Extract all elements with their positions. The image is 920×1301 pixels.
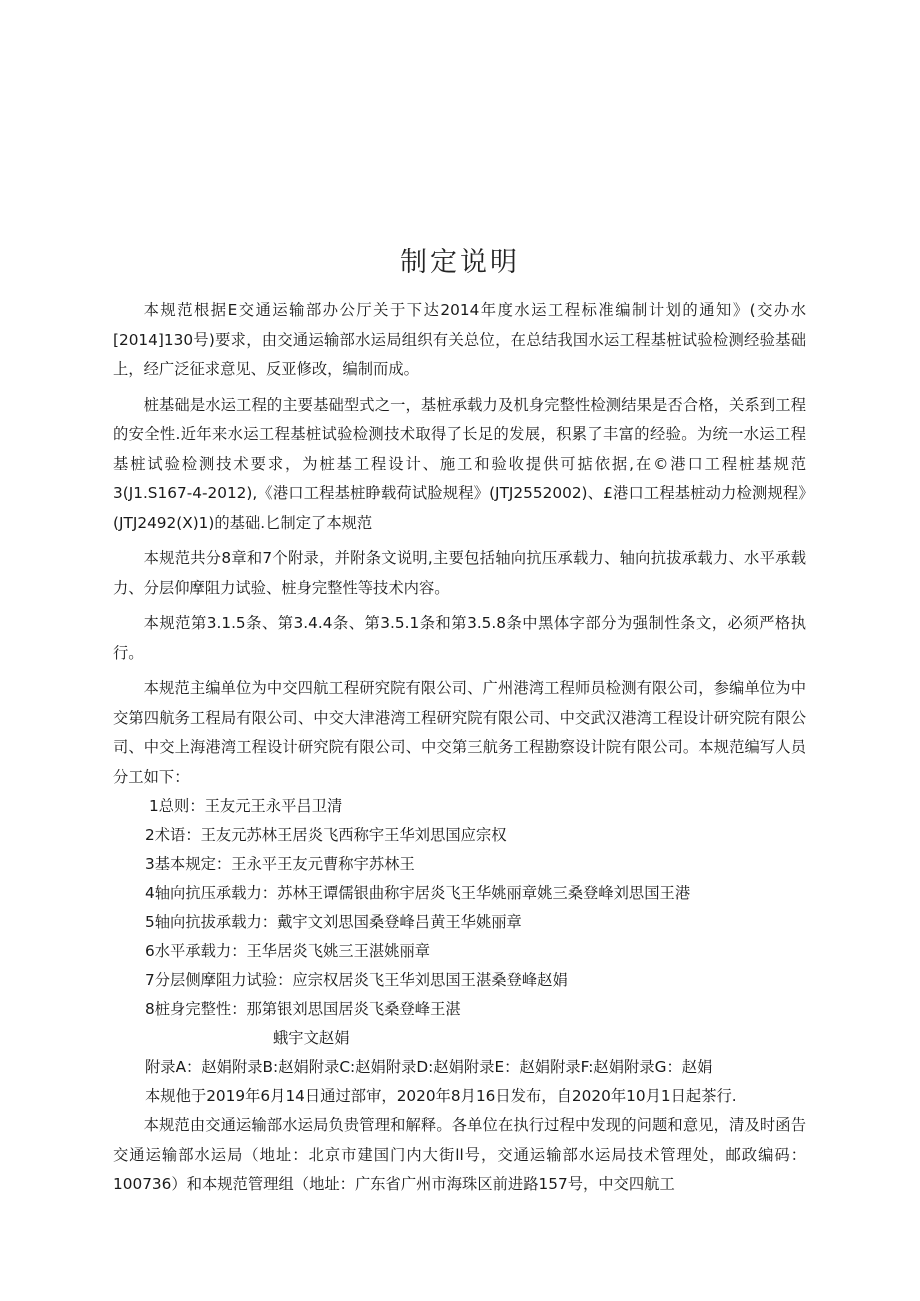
approval-dates: 本规他于2019年6月14日通过部审，2020年8月16日发布，自2020年10月1日起茶行. bbox=[145, 1087, 737, 1105]
assignment-item: 8桩身完整性：那第银刘思国居炎飞桑登峰王湛 bbox=[145, 1000, 461, 1018]
page-title: 制定说明 bbox=[400, 247, 520, 278]
paragraph-editors: 本规范主编单位为中交四航工程研究院有限公司、广州港湾工程师员检测有限公司，参编单位为中交第四航务工程局有限公司、中交大津港湾工程研究院有限公司、中交武汉港湾工程设计研究院有限公司、中交上海港湾工程设计研究院有限公司、中交第三航务工程勘察设计院有限公司。本规范编写人员分工如下： bbox=[113, 679, 806, 786]
assignment-continuation: 蛾宇文赵娟 bbox=[273, 1029, 350, 1047]
assignment-item: 2术语：王友元苏林王居炎飞西称宇王华刘思国应宗权 bbox=[145, 826, 507, 844]
document-body bbox=[113, 296, 806, 1200]
assignment-item: 6水平承载力：王华居炎飞姚三王湛姚丽章 bbox=[145, 942, 431, 960]
assignment-item: 1总则：王友元王永平吕卫清 bbox=[149, 797, 343, 815]
paragraph-administration: 本规范由交通运输部水运局负贵管理和解释。各单位在执行过程中发现的问题和意见，清及时函告交通运输部水运局（地址：北京市建国门内大街ll号，交通运输部水运局技术管理处，邮政编码：100736）和本规范管理组（地址：广东省广州市海珠区前进路157号，中交四航工 bbox=[113, 1116, 806, 1193]
paragraph-basis: 本规范根据E交通运输部办公厅关于下达2014年度水运工程标准编制计划的通知》(交办水[2014]130号)要求，由交通运输部水运局组织有关总位，在总结我国水运工程基桩试验检测经验基础上，经广泛征求意见、反亚修改，编制而成。 bbox=[113, 301, 806, 378]
assignment-item: 5轴向抗拔承载力：戴宇文刘思国桑登峰吕黄王华姚丽章 bbox=[145, 913, 522, 931]
appendix-assignment: 附录A：赵娟附录B:赵娟附录C:赵娟附录D:赵娟附录E：赵娟附录F:赵娟附录G：赵娟 bbox=[145, 1058, 713, 1076]
assignment-item: 3基本规定：王永平王友元曹称宇苏林王 bbox=[145, 855, 415, 873]
assignment-item: 4轴向抗压承载力：苏林王谭儒银曲称宇居炎飞王华姚丽章姚三桑登峰刘思国王港 bbox=[145, 884, 691, 902]
paragraph-mandatory-clauses: 本规范第3.1.5条、第3.4.4条、第3.5.1条和第3.5.8条中黑体字部分为强制性条文，必须严格执行。 bbox=[113, 614, 806, 662]
paragraph-chapters: 本规范共分8章和7个附录，并附条文说明,主要包括轴向抗压承载力、轴向抗拔承载力、水平承载力、分层仰摩阻力试验、桩身完整性等技术内容。 bbox=[113, 549, 806, 597]
paragraph-background: 桩基础是水运工程的主要基础型式之一，基桩承载力及机身完整性检测结果是否合格，关系到工程的安全性.近年来水运工程基桩试验检测技术取得了长足的发展，积累了丰富的经验。为统一水运工程基桩试验检测技术要求，为桩基工程设计、施工和验收提供可掂依据,在©港口工程桩基规范3(J1.S167-4-2012),《港口工程基桩睁载荷试脸规程》(JTJ2552002)、£港口工程基桩动力检测规程》(JTJ2492(X)1)的基础.匕制定了本规范 bbox=[113, 395, 806, 532]
assignment-item: 7分层侧摩阻力试验：应宗权居炎飞王华刘思国王湛桑登峰赵娟 bbox=[145, 971, 568, 989]
